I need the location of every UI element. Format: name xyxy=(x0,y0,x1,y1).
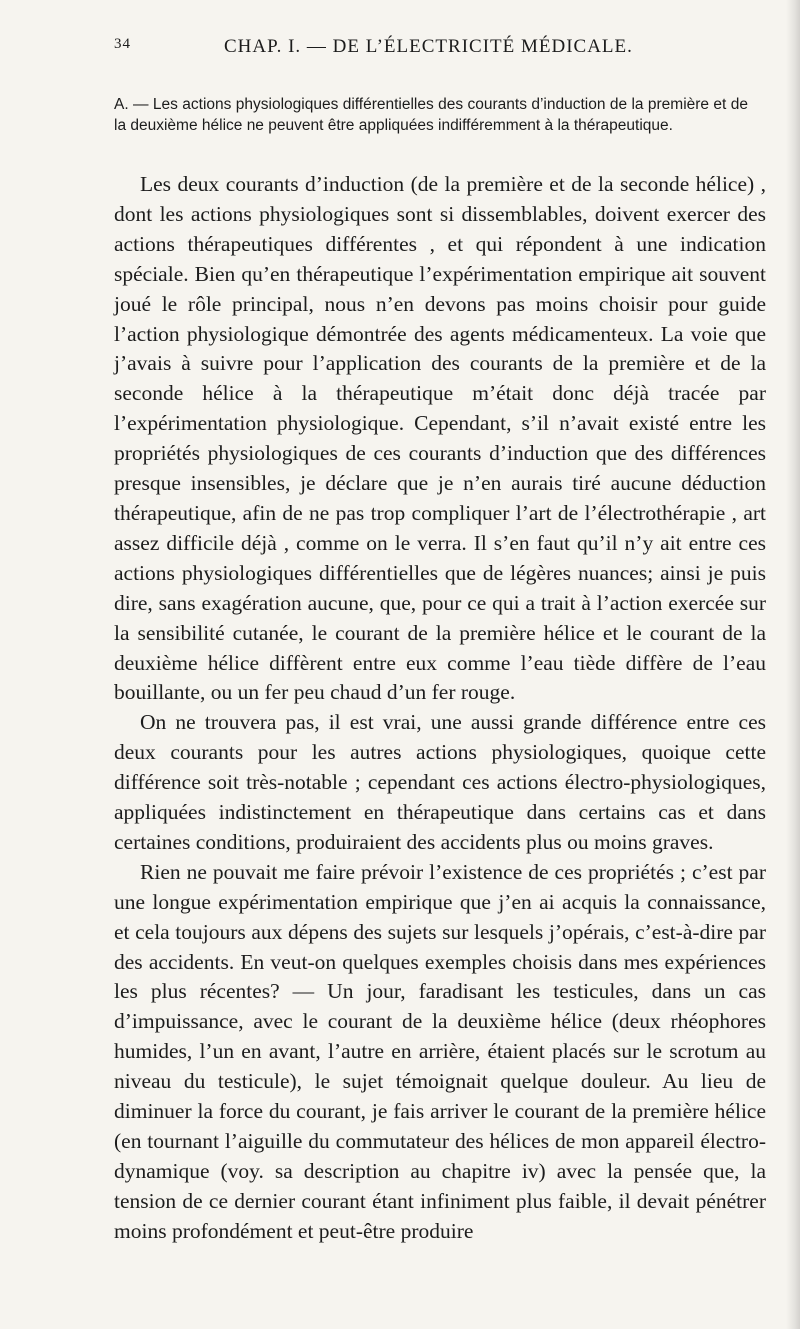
page-edge-shadow xyxy=(786,0,800,1329)
running-head xyxy=(96,36,752,60)
paragraph-2: On ne trouvera pas, il est vrai, une aussi grande différence entre ces deux courants pour les autres actions physiologiques, quoique cette différence soit très-notable ; cependant ces actions électro-physiologiques, appliquées indistinctement en thérapeutique dans certains cas et dans certaines conditions, produiraient des accidents plus ou moins graves. xyxy=(114,710,766,854)
page-number: 34 xyxy=(114,36,131,52)
chapter-title: CHAP. I. — DE L’ÉLECTRICITÉ MÉDICALE. xyxy=(224,36,633,57)
paragraph-1: Les deux courants d’induction (de la première et de la seconde hélice) , dont les actions physiologiques sont si dissemblables, doivent exercer des actions thérapeutiques différentes , et qui répondent à une indication spéciale. Bien qu’en thérapeutique l’expérimentation empirique ait souvent joué le rôle principal, nous n’en devons pas moins choisir pour guide l’action physiologique démontrée des agents médicamenteux. La voie que j’avais à suivre pour l’application des courants de la première et de la seconde hélice à la thérapeutique m’était donc déjà tracée par l’expérimentation physiologique. Cependant, s’il n’avait existé entre les propriétés physiologiques de ces courants d’induction que des différences presque insensibles, je déclare que je n’en aurais tiré aucune déduction thérapeutique, afin de ne pas trop compliquer l’art de l’électrothérapie , art assez difficile déjà , comme on le verra. Il s’en faut qu’il n’y ait entre ces actions physiologiques différentielles que de légères nuances; ainsi je puis dire, sans exagération aucune, que, pour ce qui a trait à l’action exercée sur la sensibilité cutanée, le courant de la première hélice et le courant de la deuxième hélice diffèrent entre eux comme l’eau tiède diffère de l’eau bouillante, ou un fer peu chaud d’un fer rouge. xyxy=(114,172,766,705)
main-text xyxy=(114,170,766,1247)
section-summary-note: A. — Les actions physiologiques différentielles des courants d’induction de la première et de la deuxième hélice ne peuvent être appliquées indifféremment à la thérapeutique. xyxy=(114,96,748,134)
paragraph-3: Rien ne pouvait me faire prévoir l’existence de ces propriétés ; c’est par une longue expérimentation empirique que j’en ai acquis la connaissance, et cela toujours aux dépens des sujets sur lesquels j’opérais, c’est-à-dire par des accidents. En veut-on quelques exemples choisis dans mes expériences les plus récentes? — Un jour, faradisant les testicules, dans un cas d’impuissance, avec le courant de la deuxième hélice (deux rhéophores humides, l’un en avant, l’autre en arrière, étaient placés sur le scrotum au niveau du testicule), le sujet témoignait quelque douleur. Au lieu de diminuer la force du courant, je fais arriver le courant de la première hélice (en tournant l’aiguille du commutateur des hélices de mon appareil électro-dynamique (voy. sa description au chapitre iv) avec la pensée que, la tension de ce dernier courant étant infiniment plus faible, il devait pénétrer moins profondément et peut-être produire xyxy=(114,859,766,1243)
